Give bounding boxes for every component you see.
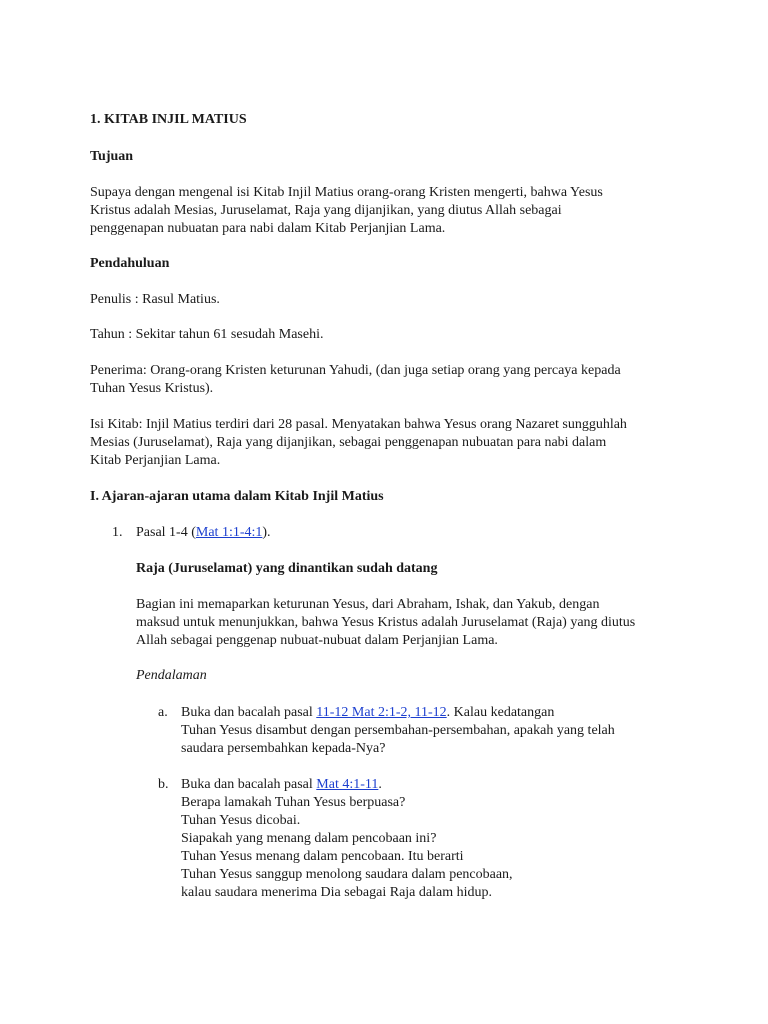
question-b-line: kalau saudara menerima Dia sebagai Raja dalam hidup.	[181, 885, 492, 900]
tujuan-title: Tujuan	[90, 149, 134, 164]
question-a-suffix: . Kalau kedatangan	[446, 705, 555, 720]
isi-kitab-line: Mesias (Juruselamat), Raja yang dijanjikan, sebagai penggenapan nubuatan para nabi dalam	[90, 435, 607, 450]
item-pasal-text: Pasal 1-4 (	[136, 525, 196, 540]
question-a-text: Buka dan bacalah pasal	[181, 705, 317, 720]
question-b-line: Tuhan Yesus dicobai.	[181, 813, 301, 828]
item-pasal-suffix: ).	[262, 525, 271, 540]
scripture-link[interactable]: Mat 1:1-4:1	[195, 525, 263, 540]
question-b-line	[181, 776, 382, 794]
tujuan-line: Supaya dengan mengenal isi Kitab Injil Matius orang-orang Kristen mengerti, bahwa Yesus	[90, 185, 603, 200]
list-marker-b: b.	[158, 777, 169, 792]
section-title: I. Ajaran-ajaran utama dalam Kitab Injil Matius	[90, 489, 384, 504]
question-a-line: Tuhan Yesus disambut dengan persembahan-persembahan, apakah yang telah	[181, 723, 615, 738]
item-subtitle: Raja (Juruselamat) yang dinantikan sudah datang	[136, 561, 438, 576]
item-paragraph-line: Allah sebagai penggenap nubuat-nubuat dalam Perjanjian Lama.	[136, 633, 498, 648]
question-a-line	[181, 704, 554, 722]
tujuan-line: Kristus adalah Mesias, Juruselamat, Raja yang dijanjikan, yang diutus Allah sebagai	[90, 203, 562, 218]
item-paragraph-line: Bagian ini memaparkan keturunan Yesus, dari Abraham, Ishak, dan Yakub, dengan	[136, 597, 600, 612]
question-b-text: Buka dan bacalah pasal	[181, 777, 317, 792]
penulis-text: Penulis : Rasul Matius.	[90, 292, 220, 307]
item-paragraph-line: maksud untuk menunjukkan, bahwa Yesus Kristus adalah Juruselamat (Raja) yang diutus	[136, 615, 636, 630]
pendahuluan-title: Pendahuluan	[90, 256, 170, 271]
isi-kitab-line: Isi Kitab: Injil Matius terdiri dari 28 pasal. Menyatakan bahwa Yesus orang Nazaret sungguhlah	[90, 417, 627, 432]
question-b-suffix: .	[378, 777, 382, 792]
penerima-line: Penerima: Orang-orang Kristen keturunan Yahudi, (dan juga setiap orang yang percaya kepada	[90, 363, 621, 378]
isi-kitab-line: Kitab Perjanjian Lama.	[90, 453, 221, 468]
tujuan-line: penggenapan nubuatan para nabi dalam Kitab Perjanjian Lama.	[90, 221, 446, 236]
list-number: 1.	[112, 525, 123, 540]
list-marker-a: a.	[158, 705, 168, 720]
pendalaman-heading: Pendalaman	[136, 668, 207, 683]
question-b-line: Siapakah yang menang dalam pencobaan ini?	[181, 831, 437, 846]
scripture-link[interactable]: 11-12 Mat 2:1-2, 11-12	[316, 705, 447, 720]
question-b-line: Tuhan Yesus sanggup menolong saudara dalam pencobaan,	[181, 867, 513, 882]
question-b-line: Tuhan Yesus menang dalam pencobaan. Itu berarti	[181, 849, 464, 864]
penerima-line: Tuhan Yesus Kristus).	[90, 381, 214, 396]
scripture-link[interactable]: Mat 4:1-11	[316, 777, 379, 792]
item-pasal-line	[136, 524, 271, 542]
tahun-text: Tahun : Sekitar tahun 61 sesudah Masehi.	[90, 327, 324, 342]
document-heading: 1. KITAB INJIL MATIUS	[90, 112, 247, 127]
question-a-line: saudara persembahkan kepada-Nya?	[181, 741, 386, 756]
question-b-line: Berapa lamakah Tuhan Yesus berpuasa?	[181, 795, 406, 810]
